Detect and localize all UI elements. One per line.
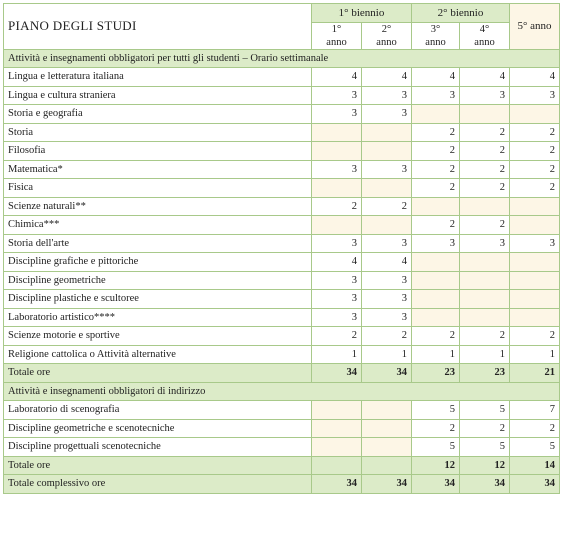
hours-cell (312, 123, 362, 142)
page-title: PIANO DEGLI STUDI (4, 4, 312, 50)
hours-cell: 2 (460, 142, 510, 161)
subject-name: Fisica (4, 179, 312, 198)
table-row (4, 345, 560, 364)
subject-name: Matematica* (4, 160, 312, 179)
subject-name: Lingua e cultura straniera (4, 86, 312, 105)
hours-cell: 2 (362, 197, 412, 216)
hours-cell (312, 419, 362, 438)
table-row (4, 68, 560, 87)
hours-cell: 3 (312, 86, 362, 105)
hours-cell: 3 (510, 86, 560, 105)
hours-cell (362, 419, 412, 438)
section-common-subjects (4, 49, 560, 68)
hours-cell: 34 (412, 475, 460, 494)
table-row (4, 142, 560, 161)
subject-name: Filosofia (4, 142, 312, 161)
hours-cell (362, 401, 412, 420)
hours-cell: 23 (460, 364, 510, 383)
year-4-header (460, 22, 510, 49)
hours-cell (460, 197, 510, 216)
hours-cell (510, 197, 560, 216)
hours-cell: 2 (412, 142, 460, 161)
hours-cell: 2 (412, 123, 460, 142)
year-4-word: anno (474, 36, 495, 48)
hours-cell: 2 (460, 327, 510, 346)
hours-cell: 1 (362, 345, 412, 364)
hours-cell (362, 456, 412, 475)
subject-name: Laboratorio di scenografia (4, 401, 312, 420)
hours-cell (412, 197, 460, 216)
hours-cell: 3 (460, 86, 510, 105)
hours-cell (412, 105, 460, 124)
hours-cell: 2 (412, 216, 460, 235)
hours-cell: 34 (362, 475, 412, 494)
study-plan-table (3, 3, 560, 494)
subject-name: Discipline plastiche e scultoree (4, 290, 312, 309)
hours-cell (412, 308, 460, 327)
subject-name: Scienze motorie e sportive (4, 327, 312, 346)
table-row (4, 253, 560, 272)
hours-cell: 5 (460, 438, 510, 457)
year-2-word: anno (376, 36, 397, 48)
subject-name: Storia e geografia (4, 105, 312, 124)
year-4-number: 4° (479, 23, 490, 35)
hours-cell: 3 (312, 308, 362, 327)
group-first-biennium: 1° biennio (312, 4, 412, 23)
table-row (4, 197, 560, 216)
subject-name: Chimica*** (4, 216, 312, 235)
hours-cell: 2 (510, 123, 560, 142)
header-row-groups (4, 4, 560, 23)
study-plan-container (3, 3, 560, 494)
hours-cell (312, 179, 362, 198)
subject-name: Discipline progettuali scenotecniche (4, 438, 312, 457)
hours-cell: 3 (412, 86, 460, 105)
hours-cell: 2 (510, 160, 560, 179)
hours-cell: 34 (312, 475, 362, 494)
hours-cell: 3 (312, 105, 362, 124)
year-2-header (362, 22, 412, 49)
hours-cell: 3 (362, 105, 412, 124)
table-row (4, 216, 560, 235)
subject-name: Laboratorio artistico**** (4, 308, 312, 327)
hours-cell: 2 (460, 419, 510, 438)
hours-cell (312, 438, 362, 457)
table-row (4, 105, 560, 124)
hours-cell: 3 (362, 308, 412, 327)
hours-cell: 3 (362, 86, 412, 105)
subject-name: Totale complessivo ore (4, 475, 312, 494)
hours-cell (460, 105, 510, 124)
hours-cell (312, 216, 362, 235)
hours-cell: 3 (312, 271, 362, 290)
hours-cell: 1 (510, 345, 560, 364)
hours-cell: 1 (460, 345, 510, 364)
hours-cell: 1 (312, 345, 362, 364)
hours-cell (412, 271, 460, 290)
hours-cell: 34 (312, 364, 362, 383)
table-row (4, 234, 560, 253)
hours-cell: 3 (510, 234, 560, 253)
hours-cell: 2 (412, 160, 460, 179)
total-row-specialization (4, 456, 560, 475)
hours-cell (362, 216, 412, 235)
hours-cell (312, 142, 362, 161)
hours-cell (362, 179, 412, 198)
hours-cell (460, 290, 510, 309)
hours-cell: 2 (312, 327, 362, 346)
table-row (4, 438, 560, 457)
group-second-biennium: 2° biennio (412, 4, 510, 23)
table-row (4, 271, 560, 290)
hours-cell: 2 (412, 179, 460, 198)
hours-cell: 4 (362, 253, 412, 272)
hours-cell: 12 (460, 456, 510, 475)
table-row (4, 401, 560, 420)
hours-cell: 21 (510, 364, 560, 383)
hours-cell (460, 271, 510, 290)
hours-cell: 7 (510, 401, 560, 420)
hours-cell: 3 (312, 290, 362, 309)
hours-cell: 3 (362, 234, 412, 253)
total-row-common (4, 364, 560, 383)
hours-cell: 2 (312, 197, 362, 216)
table-row (4, 308, 560, 327)
hours-cell: 2 (510, 327, 560, 346)
year-3-number: 3° (430, 23, 441, 35)
hours-cell (510, 271, 560, 290)
hours-cell: 3 (312, 160, 362, 179)
hours-cell: 3 (312, 234, 362, 253)
hours-cell (412, 290, 460, 309)
table-row (4, 123, 560, 142)
hours-cell: 2 (510, 142, 560, 161)
hours-cell (362, 123, 412, 142)
hours-cell (460, 253, 510, 272)
hours-cell: 3 (362, 290, 412, 309)
subject-name: Discipline grafiche e pittoriche (4, 253, 312, 272)
hours-cell: 3 (362, 160, 412, 179)
hours-cell (312, 456, 362, 475)
section-specialization-subjects (4, 382, 560, 401)
hours-cell: 23 (412, 364, 460, 383)
subject-name: Discipline geometriche (4, 271, 312, 290)
hours-cell: 4 (460, 68, 510, 87)
hours-cell: 4 (312, 68, 362, 87)
table-row (4, 160, 560, 179)
hours-cell: 5 (412, 401, 460, 420)
hours-cell: 12 (412, 456, 460, 475)
section-specialization-subjects-title: Attività e insegnamenti obbligatori di indirizzo (4, 382, 560, 401)
hours-cell: 5 (460, 401, 510, 420)
year-1-header (312, 22, 362, 49)
subject-name: Lingua e letteratura italiana (4, 68, 312, 87)
year-2-number: 2° (381, 23, 392, 35)
subject-name: Religione cattolica o Attività alternative (4, 345, 312, 364)
subject-name: Scienze naturali** (4, 197, 312, 216)
hours-cell (510, 290, 560, 309)
hours-cell: 4 (510, 68, 560, 87)
hours-cell: 3 (460, 234, 510, 253)
table-row (4, 327, 560, 346)
table-row (4, 419, 560, 438)
hours-cell (510, 308, 560, 327)
hours-cell: 2 (460, 160, 510, 179)
study-plan-body (4, 49, 560, 493)
hours-cell: 4 (362, 68, 412, 87)
hours-cell: 2 (460, 123, 510, 142)
hours-cell (510, 216, 560, 235)
subject-name: Totale ore (4, 456, 312, 475)
hours-cell: 5 (510, 438, 560, 457)
table-row (4, 290, 560, 309)
hours-cell: 2 (510, 179, 560, 198)
hours-cell: 2 (412, 419, 460, 438)
hours-cell: 34 (510, 475, 560, 494)
table-row (4, 86, 560, 105)
subject-name: Discipline geometriche e scenotecniche (4, 419, 312, 438)
year-3-header (412, 22, 460, 49)
hours-cell: 34 (362, 364, 412, 383)
hours-cell (510, 105, 560, 124)
hours-cell: 4 (412, 68, 460, 87)
section-common-subjects-title: Attività e insegnamenti obbligatori per tutti gli studenti – Orario settimanale (4, 49, 560, 68)
hours-cell: 2 (460, 179, 510, 198)
fifth-year-header: 5° anno (510, 4, 560, 50)
hours-cell (460, 308, 510, 327)
hours-cell (362, 142, 412, 161)
subject-name: Storia (4, 123, 312, 142)
grand-total-row (4, 475, 560, 494)
hours-cell: 2 (362, 327, 412, 346)
hours-cell: 3 (412, 234, 460, 253)
year-1-number: 1° (331, 23, 342, 35)
hours-cell: 2 (510, 419, 560, 438)
hours-cell (412, 253, 460, 272)
subject-name: Storia dell'arte (4, 234, 312, 253)
year-3-word: anno (425, 36, 446, 48)
hours-cell: 2 (460, 216, 510, 235)
hours-cell (510, 253, 560, 272)
hours-cell (362, 438, 412, 457)
table-row (4, 179, 560, 198)
hours-cell: 5 (412, 438, 460, 457)
hours-cell: 3 (362, 271, 412, 290)
hours-cell: 1 (412, 345, 460, 364)
hours-cell: 2 (412, 327, 460, 346)
year-1-word: anno (326, 36, 347, 48)
hours-cell: 4 (312, 253, 362, 272)
subject-name: Totale ore (4, 364, 312, 383)
hours-cell: 34 (460, 475, 510, 494)
hours-cell (312, 401, 362, 420)
hours-cell: 14 (510, 456, 560, 475)
